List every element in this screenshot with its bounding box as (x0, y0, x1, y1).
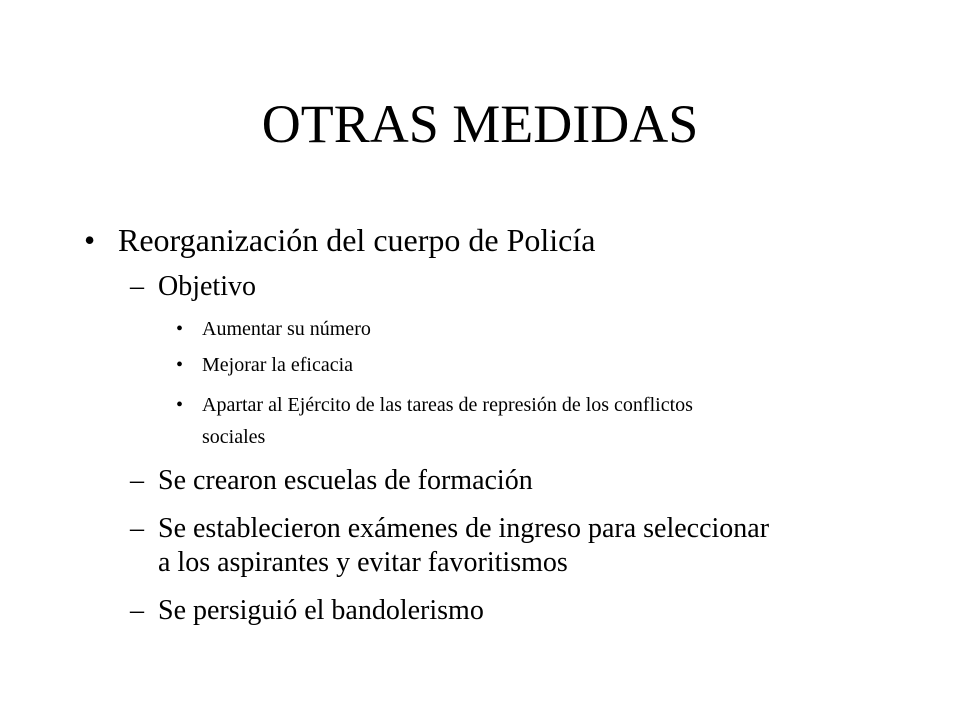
bullet-marker: • (84, 222, 96, 258)
main-bullet-text: Reorganización del cuerpo de Policía (118, 222, 596, 258)
objective-text: Apartar al Ejército de las tareas de represión de los conflictos (202, 394, 693, 416)
dash-marker: – (130, 595, 144, 626)
objective-text: sociales (202, 426, 266, 448)
slide-title: OTRAS MEDIDAS (261, 94, 699, 154)
dash-marker: – (130, 513, 144, 544)
sub-item-text: Objetivo (158, 271, 256, 302)
measure-text: Se crearon escuelas de formación (158, 465, 533, 496)
bullet-marker: • (176, 318, 184, 340)
bullet-marker: • (176, 394, 184, 416)
objective-text: Aumentar su número (202, 318, 371, 340)
objective-text: Mejorar la eficacia (202, 354, 354, 376)
dash-marker: – (130, 271, 144, 302)
bullet-marker: • (176, 354, 184, 376)
dash-marker: – (130, 465, 144, 496)
measure-text: Se establecieron exámenes de ingreso para seleccionar (158, 513, 770, 544)
measure-text: a los aspirantes y evitar favoritismos (158, 547, 568, 578)
measure-text: Se persiguió el bandolerismo (158, 595, 484, 626)
